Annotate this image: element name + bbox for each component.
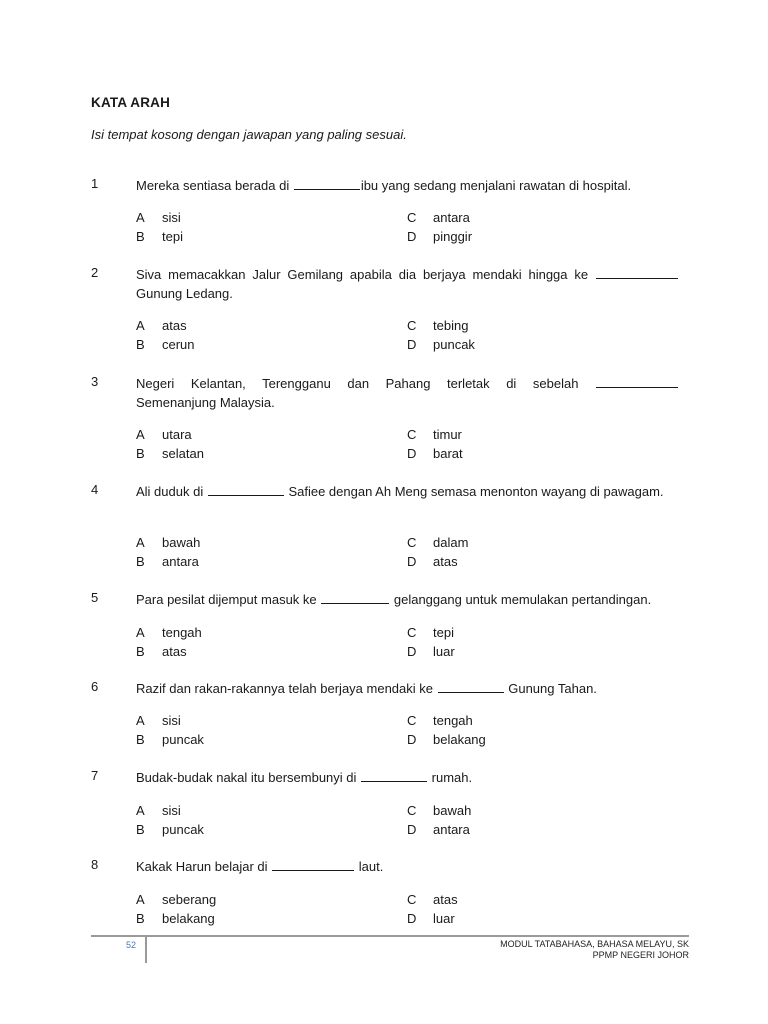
question-text: [136, 265, 679, 303]
option-text: tebing: [433, 318, 469, 333]
question-number: 6: [91, 679, 99, 694]
question-text-before: Negeri Kelantan, Terengganu dan Pahang terletak di sebelah: [136, 376, 595, 391]
option-letter: B: [136, 822, 145, 837]
option-d[interactable]: [407, 732, 486, 747]
question-text-before: Ali duduk di: [136, 484, 207, 499]
option-d[interactable]: [407, 911, 455, 926]
option-d[interactable]: [407, 229, 472, 244]
option-letter: A: [136, 803, 145, 818]
question-text: [136, 679, 679, 698]
option-b[interactable]: [136, 446, 204, 461]
question-text: [136, 176, 679, 195]
option-letter: A: [136, 625, 145, 640]
option-text: pinggir: [433, 229, 473, 244]
option-c[interactable]: [407, 625, 454, 640]
option-b[interactable]: [136, 229, 183, 244]
option-d[interactable]: [407, 337, 475, 352]
option-text: atas: [162, 644, 187, 659]
option-letter: D: [407, 732, 417, 747]
question-text-after: laut.: [355, 859, 384, 874]
option-letter: B: [136, 911, 145, 926]
option-letter: C: [407, 713, 417, 728]
option-text: tengah: [433, 713, 473, 728]
option-text: luar: [433, 911, 455, 926]
option-b[interactable]: [136, 732, 204, 747]
option-text: puncak: [433, 337, 475, 352]
option-text: belakang: [433, 732, 486, 747]
answer-blank[interactable]: [361, 768, 427, 782]
option-letter: B: [136, 337, 145, 352]
option-letter: B: [136, 644, 145, 659]
option-d[interactable]: [407, 446, 463, 461]
option-letter: A: [136, 892, 145, 907]
footer-vertical-divider: [145, 935, 147, 963]
option-b[interactable]: [136, 911, 215, 926]
question-number: 4: [91, 482, 99, 497]
option-letter: C: [407, 535, 417, 550]
option-a[interactable]: [136, 427, 192, 442]
option-c[interactable]: [407, 210, 470, 225]
question-text-after: gelanggang untuk memulakan pertandingan.: [390, 592, 652, 607]
answer-blank[interactable]: [294, 176, 360, 190]
option-letter: C: [407, 625, 417, 640]
option-text: timur: [433, 427, 462, 442]
option-letter: D: [407, 229, 417, 244]
answer-blank[interactable]: [208, 482, 284, 496]
answer-blank[interactable]: [596, 265, 678, 279]
option-letter: A: [136, 713, 145, 728]
option-b[interactable]: [136, 554, 199, 569]
option-text: sisi: [162, 713, 181, 728]
question-number: 2: [91, 265, 99, 280]
option-text: antara: [162, 554, 199, 569]
option-text: luar: [433, 644, 455, 659]
option-a[interactable]: [136, 535, 200, 550]
option-letter: A: [136, 427, 145, 442]
option-c[interactable]: [407, 803, 471, 818]
answer-blank[interactable]: [596, 374, 678, 388]
footer-line-2: PPMP NEGERI JOHOR: [592, 950, 689, 960]
option-text: bawah: [433, 803, 472, 818]
option-letter: B: [136, 732, 145, 747]
question-text-before: Razif dan rakan-rakannya telah berjaya mendaki ke: [136, 681, 437, 696]
option-letter: C: [407, 210, 417, 225]
question-number: 8: [91, 857, 99, 872]
question-text-after: Gunung Tahan.: [504, 681, 597, 696]
option-text: barat: [433, 446, 463, 461]
footer-line-1: MODUL TATABAHASA, BAHASA MELAYU, SK: [500, 939, 689, 949]
option-a[interactable]: [136, 803, 181, 818]
option-d[interactable]: [407, 554, 458, 569]
option-letter: A: [136, 210, 145, 225]
option-letter: B: [136, 446, 145, 461]
option-text: seberang: [162, 892, 217, 907]
option-a[interactable]: [136, 713, 181, 728]
option-a[interactable]: [136, 625, 202, 640]
option-text: antara: [433, 210, 470, 225]
instruction-text: Isi tempat kosong dengan jawapan yang paling sesuai.: [91, 127, 407, 142]
option-text: selatan: [162, 446, 204, 461]
option-d[interactable]: [407, 644, 455, 659]
answer-blank[interactable]: [272, 857, 354, 871]
option-letter: C: [407, 803, 417, 818]
question-number: 1: [91, 176, 99, 191]
question-text-after: ibu yang sedang menjalani rawatan di hospital.: [360, 178, 632, 193]
option-c[interactable]: [407, 318, 468, 333]
option-letter: D: [407, 911, 417, 926]
option-text: puncak: [162, 822, 204, 837]
footer-divider: [91, 935, 689, 937]
option-b[interactable]: [136, 337, 195, 352]
option-letter: D: [407, 644, 417, 659]
question-text-before: Siva memacakkan Jalur Gemilang apabila dia berjaya mendaki hingga ke: [136, 267, 595, 282]
question-text: [136, 482, 679, 501]
option-letter: A: [136, 535, 145, 550]
option-letter: A: [136, 318, 145, 333]
option-text: puncak: [162, 732, 204, 747]
option-a[interactable]: [136, 318, 187, 333]
option-letter: B: [136, 554, 145, 569]
answer-blank[interactable]: [438, 679, 504, 693]
question-text-before: Budak-budak nakal itu bersembunyi di: [136, 770, 361, 785]
question-number: 7: [91, 768, 99, 783]
option-letter: D: [407, 822, 417, 837]
question-text-before: Kakak Harun belajar di: [136, 859, 272, 874]
option-c[interactable]: [407, 892, 458, 907]
option-text: sisi: [162, 210, 181, 225]
question-text: [136, 768, 679, 787]
option-text: atas: [433, 554, 458, 569]
option-text: belakang: [162, 911, 215, 926]
option-letter: B: [136, 229, 145, 244]
option-b[interactable]: [136, 822, 204, 837]
option-text: antara: [433, 822, 470, 837]
option-letter: D: [407, 337, 417, 352]
option-c[interactable]: [407, 535, 468, 550]
question-text-after: rumah.: [428, 770, 473, 785]
page-title: KATA ARAH: [91, 95, 171, 110]
question-text: [136, 590, 679, 609]
option-text: bawah: [162, 535, 201, 550]
question-text-after: Gunung Ledang.: [136, 286, 233, 301]
option-text: dalam: [433, 535, 469, 550]
question-text-before: Mereka sentiasa berada di: [136, 178, 293, 193]
option-a[interactable]: [136, 892, 216, 907]
option-text: atas: [162, 318, 187, 333]
question-number: 5: [91, 590, 99, 605]
question-text-before: Para pesilat dijemput masuk ke: [136, 592, 321, 607]
option-text: cerun: [162, 337, 195, 352]
option-text: atas: [433, 892, 458, 907]
option-text: utara: [162, 427, 192, 442]
option-text: tengah: [162, 625, 202, 640]
option-letter: C: [407, 427, 417, 442]
option-b[interactable]: [136, 644, 187, 659]
option-text: sisi: [162, 803, 181, 818]
answer-blank[interactable]: [321, 590, 389, 604]
question-text-after: Safiee dengan Ah Meng semasa menonton wayang di pawagam.: [284, 484, 664, 499]
option-letter: C: [407, 318, 417, 333]
question-number: 3: [91, 374, 99, 389]
question-text: [136, 374, 679, 412]
question-text-after: Semenanjung Malaysia.: [136, 395, 275, 410]
option-c[interactable]: [407, 713, 473, 728]
option-letter: C: [407, 892, 417, 907]
option-a[interactable]: [136, 210, 181, 225]
option-text: tepi: [162, 229, 183, 244]
footer-module-info: [500, 939, 689, 961]
option-text: tepi: [433, 625, 454, 640]
page-number: 52: [126, 940, 137, 950]
option-d[interactable]: [407, 822, 470, 837]
option-letter: D: [407, 446, 417, 461]
option-letter: D: [407, 554, 417, 569]
option-c[interactable]: [407, 427, 462, 442]
question-text: [136, 857, 679, 876]
